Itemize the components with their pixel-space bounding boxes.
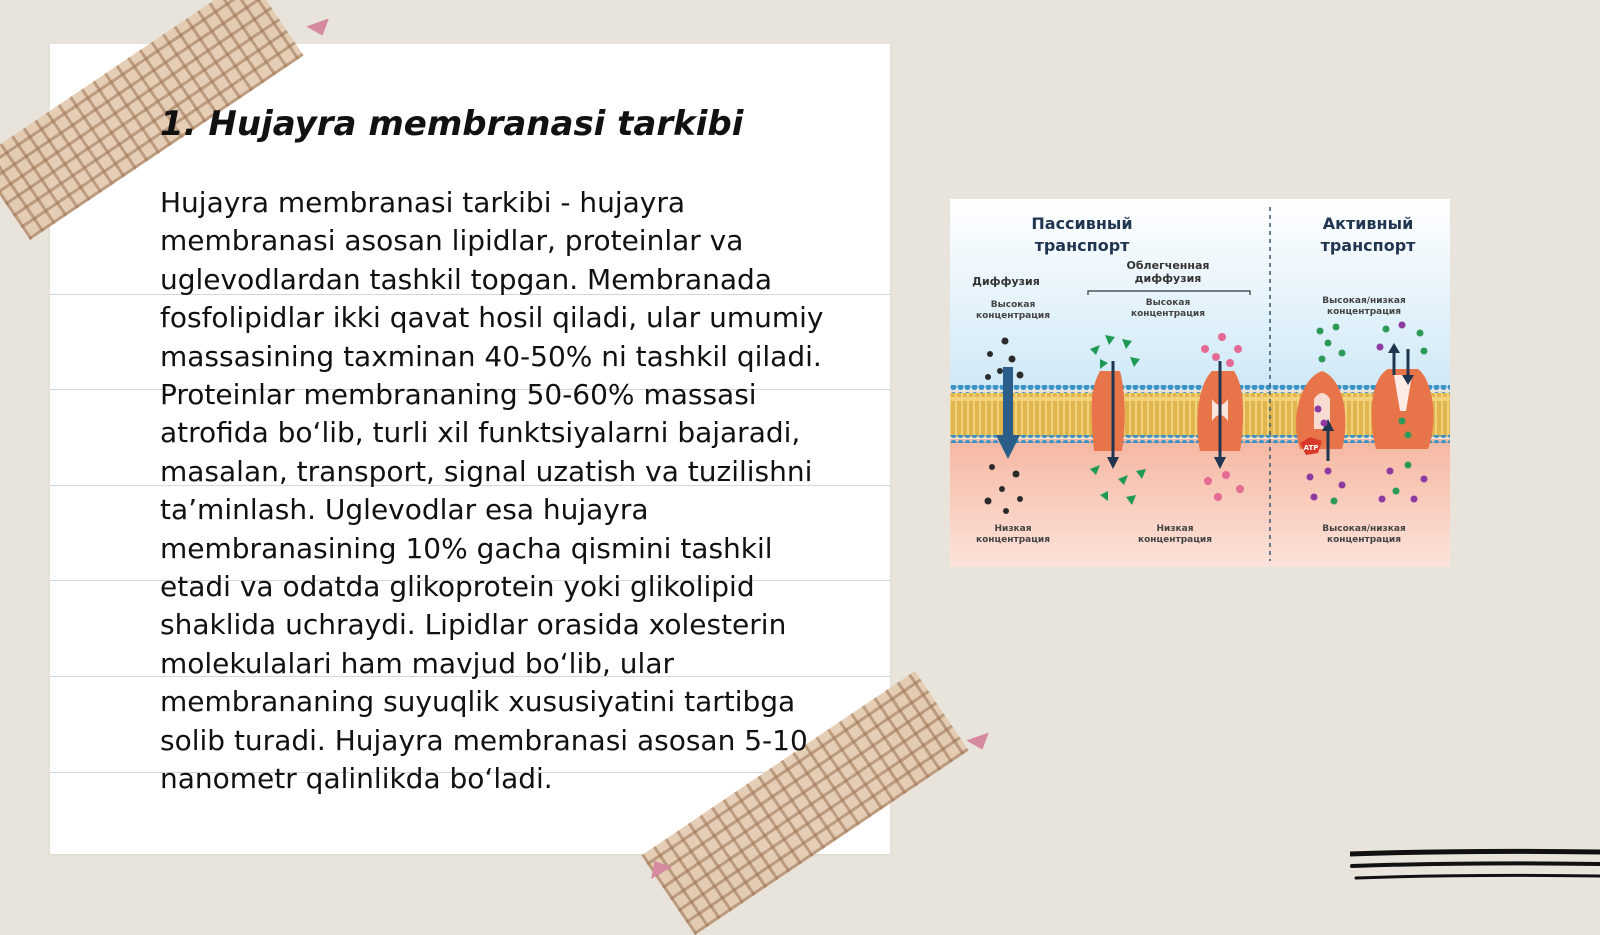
passive-title-line2: транспорт	[1034, 236, 1130, 255]
highlow-conc-label-line1: Высокая/низкая	[1322, 296, 1406, 306]
diffusion-label: Диффузия	[972, 275, 1040, 288]
low-conc-label-line2: концентрация	[1138, 535, 1212, 545]
tape-pin-icon	[306, 18, 333, 39]
high-conc-label-line2: концентрация	[976, 311, 1050, 321]
atp-label: ATP	[1303, 444, 1319, 452]
low-conc-label-line1: Низкая	[1156, 524, 1194, 534]
high-conc-label-line1: Высокая	[990, 300, 1036, 310]
active-title-line2: транспорт	[1320, 236, 1416, 255]
highlow-conc-label-line2: концентрация	[1327, 535, 1401, 545]
diffusion-arrow-shaft	[1003, 367, 1013, 437]
facilitated-label-line1: Облегченная	[1126, 259, 1210, 272]
low-conc-label-line2: концентрация	[976, 535, 1050, 545]
facilitated-label-line2: диффузия	[1134, 272, 1202, 285]
high-conc-label-line2: концентрация	[1131, 309, 1205, 319]
low-conc-label-line1: Низкая	[994, 524, 1032, 534]
membrane-transport-diagram	[950, 199, 1450, 567]
slide-title: 1. Hujayra membranasi tarkibi	[160, 104, 744, 144]
highlow-conc-label-line2: концентрация	[1327, 307, 1401, 317]
tape-pin-icon	[966, 732, 993, 753]
high-conc-label-line1: Высокая	[1145, 298, 1191, 308]
slide-body-text: Hujayra membranasi tarkibi - hujayra membranasi asosan lipidlar, proteinlar va uglevodlardan tashkil topgan. Membranada fosfolipidlar ikki qavat hosil qiladi, ular umumiy massasining taxminan 40-50% ni tashkil qiladi. Proteinlar membrananing 50-60% massasi atrofida bo‘lib, turli xil funktsiyalarni bajaradi, masalan, transport, signal uzatish va tuzilishni ta’minlash. Uglevodlar esa hujayra membranasining 10% gacha qismini tashkil etadi va odatda glikoprotein yoki glikolipid shaklida uchraydi. Lipidlar orasida xolesterin molekulalari ham mavjud bo‘lib, ular membrananing suyuqlik xususiyatini tartibga solib turadi. Hujayra membranasi asosan 5-10 nanometr qalinlikda bo‘ladi.	[160, 186, 824, 796]
intracellular-region	[950, 439, 1450, 567]
passive-title-line1: Пассивный	[1031, 214, 1133, 233]
active-title-line1: Активный	[1322, 214, 1414, 233]
decorative-brush-strokes	[1350, 848, 1600, 888]
highlow-conc-label-line1: Высокая/низкая	[1322, 524, 1406, 534]
